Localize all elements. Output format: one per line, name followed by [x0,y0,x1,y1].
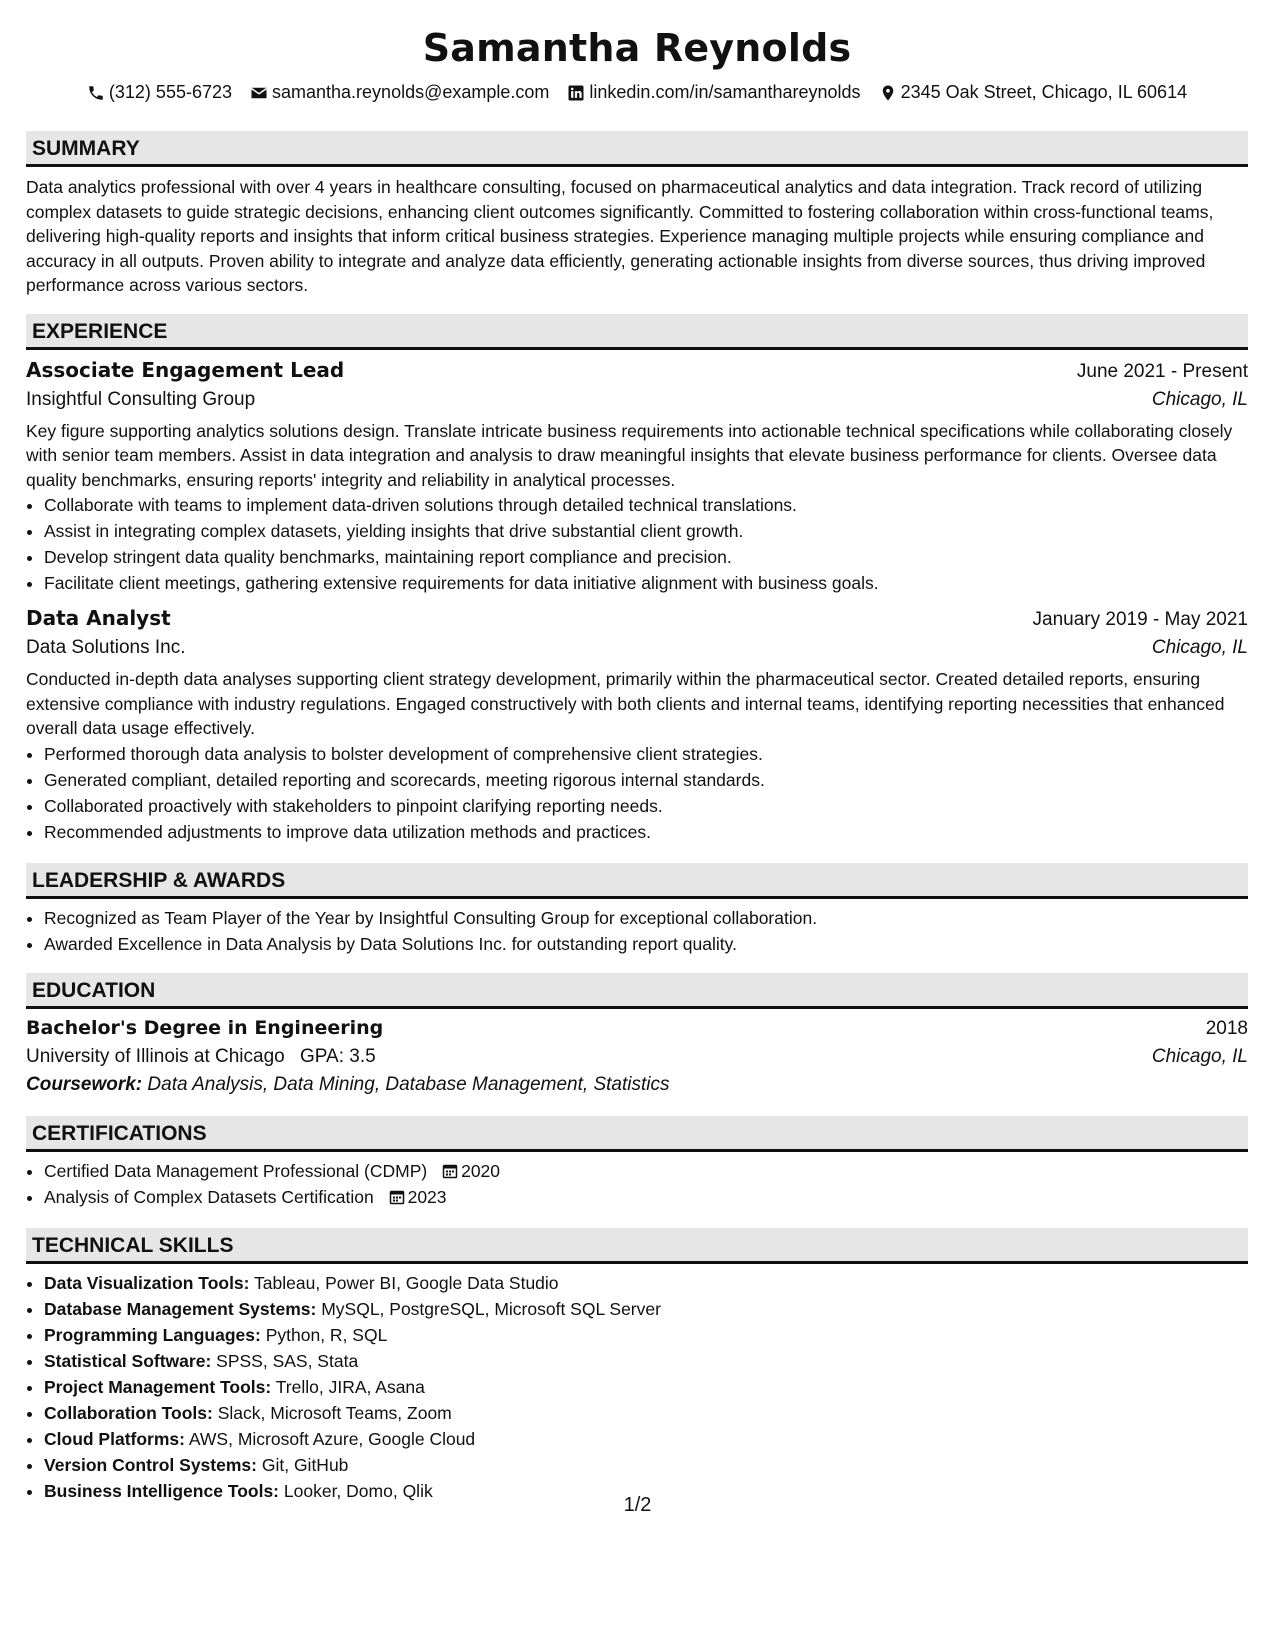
skill-label: Business Intelligence Tools: [44,1480,280,1501]
list-item: • Recognized as Team Player of the Year by Insightful Consulting Group for exceptional collaboration. [44,905,1248,931]
list-item [44,1400,1248,1426]
envelope-icon [250,84,268,102]
job-description: Conducted in-depth data analyses supporting client strategy development, primarily within the pharmaceutical sector. Created detailed reports, ensuring extensive compliance with industry regulations. Engaged constructively with both clients and internal teams, identifying reporting necessities that enhanced overall data usage effectively. [26,669,1225,738]
degree-title: Bachelor's Degree in Engineering [26,1016,384,1039]
job-bullets [26,741,1248,845]
coursework-label: Coursework: [26,1073,143,1095]
list-item [44,1184,1248,1210]
experience-section [26,314,1248,845]
email-text: samantha.reynolds@example.com [272,82,550,102]
calendar-icon [389,1189,405,1205]
list-item [44,1270,1248,1296]
company-name: Insightful Consulting Group [26,388,256,410]
contact-email[interactable] [250,82,549,103]
cert-name: Analysis of Complex Datasets Certification [44,1186,374,1207]
skill-value: MySQL, PostgreSQL, Microsoft SQL Server [321,1298,661,1319]
skill-value: Python, R, SQL [265,1324,388,1345]
list-item: • Generated compliant, detailed reporting and scorecards, meeting rigorous internal standards. [44,767,1248,793]
summary-section [26,131,1248,298]
contact-address [879,82,1188,103]
page-number: 1/2 [623,1494,652,1516]
list-item [44,1322,1248,1348]
gpa: GPA: 3.5 [300,1045,376,1067]
skill-label: Collaboration Tools: [44,1402,213,1423]
list-item: • Performed thorough data analysis to bolster development of comprehensive client strategies. [44,741,1248,767]
skill-label: Data Visualization Tools: [44,1272,250,1293]
skills-section [26,1228,1248,1504]
list-item [44,1158,1248,1184]
list-item: • Awarded Excellence in Data Analysis by Data Solutions Inc. for outstanding report quality. [44,931,1248,957]
list-item: • Facilitate client meetings, gathering extensive requirements for data initiative alignment with business goals. [44,570,1248,596]
job-dates: June 2021 - Present [1076,360,1248,382]
section-title: EDUCATION [26,973,1248,1009]
skill-value: Tableau, Power BI, Google Data Studio [254,1272,559,1293]
job-description: Key figure supporting analytics solutions design. Translate intricate business requirements into actionable technical specifications while collaborating closely with senior team members. Assist in data integration and analysis to draw meaningful insights that elevate business performance for clients. Oversee data quality benchmarks, ensuring reports' integrity and reliability in analytical processes. [26,420,1233,490]
skill-value: Git, GitHub [261,1454,349,1475]
list-item: • Develop stringent data quality benchmarks, maintaining report compliance and precision. [44,544,1248,570]
school-location: Chicago, IL [1151,1045,1248,1067]
education-section [26,973,1248,1096]
list-item: • Recommended adjustments to improve data utilization methods and practices. [44,819,1248,845]
job-bullets [26,492,1248,596]
skill-label: Statistical Software: [44,1350,212,1371]
job-dates: January 2019 - May 2021 [1032,609,1248,630]
list-item: • Collaborate with teams to implement data-driven solutions through detailed technical translations. [44,492,1248,518]
contact-bar [26,82,1248,103]
job-title: Data Analyst [26,606,171,630]
list-item [44,1374,1248,1400]
resume-page [26,0,1248,1504]
linkedin-icon [567,84,585,102]
list-item [44,1296,1248,1322]
skill-label: Project Management Tools: [44,1376,272,1397]
list-item [44,1452,1248,1478]
skill-value: Trello, JIRA, Asana [275,1376,425,1397]
skill-label: Cloud Platforms: [44,1428,185,1449]
job-location: Chicago, IL [1151,388,1248,410]
summary-text: Data analytics professional with over 4 years in healthcare consulting, focused on pharmaceutical analytics and data integration. Track record of utilizing complex datasets to guide strategic decisions, enhancing client outcomes significantly. Committed to fostering collaboration within cross-functional teams, delivering high-quality reports and insights that inform critical business strategies. Experience managing multiple projects while ensuring compliance and accuracy in all outputs. Proven ability to integrate and analyze data efficiently, generating actionable insights from diverse sources, thus driving improved performance across various sectors. [26,177,1214,295]
list-item [44,1348,1248,1374]
job-entry [26,358,1248,597]
skill-label: Programming Languages: [44,1324,261,1345]
graduation-year: 2018 [1205,1017,1248,1039]
skill-label: Version Control Systems: [44,1454,257,1475]
section-title: EXPERIENCE [26,314,1248,350]
certifications-list [26,1158,1248,1210]
awards-list [26,905,1248,957]
company-name: Data Solutions Inc. [26,637,186,658]
skill-value: Slack, Microsoft Teams, Zoom [217,1402,452,1423]
skills-list [26,1270,1248,1504]
phone-icon [87,84,105,102]
contact-linkedin[interactable] [567,82,860,103]
section-title: CERTIFICATIONS [26,1116,1248,1152]
address-text: 2345 Oak Street, Chicago, IL 60614 [900,82,1188,102]
contact-phone[interactable] [87,82,232,103]
map-pin-icon [879,84,897,102]
skill-value: AWS, Microsoft Azure, Google Cloud [188,1428,476,1449]
section-title: SUMMARY [26,131,1248,167]
coursework [26,1074,1248,1096]
calendar-icon [442,1163,458,1179]
job-entry [26,606,1248,845]
certifications-section [26,1116,1248,1210]
section-title: LEADERSHIP & AWARDS [26,863,1248,899]
coursework-list: Data Analysis, Data Mining, Database Management, Statistics [147,1073,670,1095]
linkedin-text: linkedin.com/in/samanthareynolds [589,82,861,102]
candidate-name: Samantha Reynolds [422,26,852,70]
cert-name: Certified Data Management Professional (CDMP) [44,1160,428,1181]
cert-year: 2023 [407,1186,447,1207]
cert-year: 2020 [461,1160,501,1181]
section-title: TECHNICAL SKILLS [26,1228,1248,1264]
skill-value: Looker, Domo, Qlik [283,1480,433,1501]
job-title: Associate Engagement Lead [26,357,345,382]
skill-value: SPSS, SAS, Stata [216,1350,359,1371]
list-item [44,1426,1248,1452]
school-name: University of Illinois at Chicago [26,1045,285,1067]
leadership-section [26,863,1248,957]
list-item: • Collaborated proactively with stakeholders to pinpoint clarifying reporting needs. [44,793,1248,819]
list-item: • Assist in integrating complex datasets, yielding insights that drive substantial client growth. [44,518,1248,544]
phone-text: (312) 555-6723 [108,82,232,102]
job-location: Chicago, IL [1151,637,1248,658]
skill-label: Database Management Systems: [44,1298,317,1319]
